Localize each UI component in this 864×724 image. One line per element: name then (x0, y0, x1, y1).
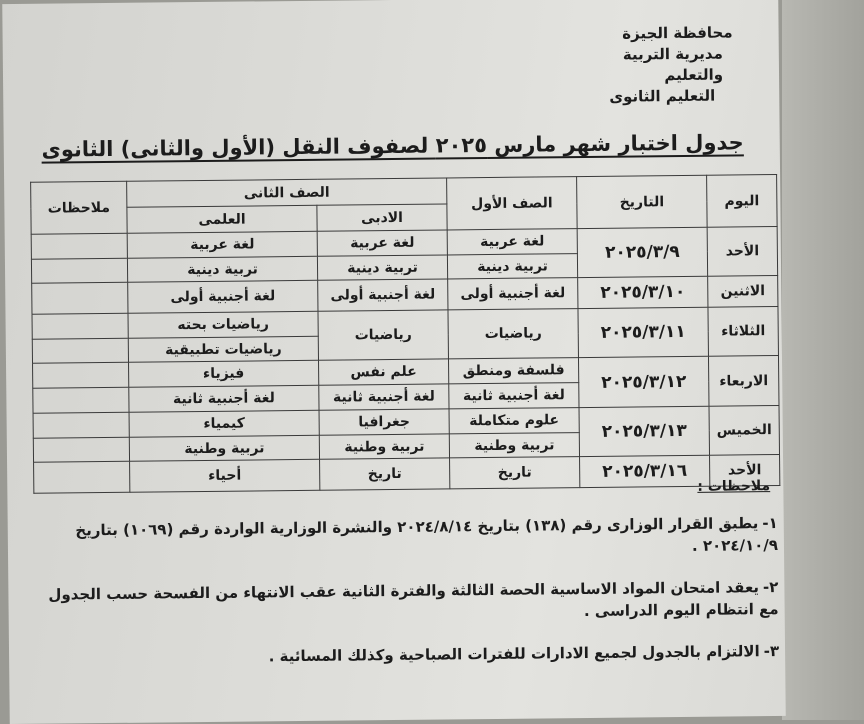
scientific-cell: تربية دينية (127, 256, 317, 283)
literary-cell: لغة أجنبية أولى (318, 279, 448, 311)
first-grade-cell: لغة عربية (447, 229, 577, 255)
date-cell: ٢٠٢٥/٣/٩ (577, 227, 708, 278)
date-cell: ٢٠٢٥/٣/١٠ (578, 277, 708, 309)
scientific-cell: تربية وطنية (129, 435, 319, 462)
header-literary: الادبى (317, 204, 447, 231)
table-header-row (31, 174, 777, 208)
note-item (39, 640, 779, 670)
first-grade-cell: تربية دينية (447, 253, 577, 279)
first-grade-cell: علوم متكاملة (449, 408, 579, 434)
document-title: جدول اختبار شهر مارس ٢٠٢٥ لصفوف النقل (الأول والثانى) الثانوى (41, 130, 744, 162)
notes-cell (33, 437, 129, 463)
header-department: التعليم الثانوى (609, 86, 716, 106)
notes-cell (33, 387, 129, 413)
first-grade-cell: تربية وطنية (449, 432, 579, 458)
notes-heading: ملاحظات : (697, 478, 771, 495)
literary-cell: تاريخ (320, 458, 450, 490)
scientific-cell: لغة أجنبية أولى (128, 281, 318, 314)
note-text: يعقد امتحان المواد الاساسية الحصة الثالثة والفترة الثانية عقب الانتهاء من الفسحة حسب الجدول مع انتظام اليوم الدراسى . (48, 578, 779, 621)
scientific-cell: لغة عربية (127, 231, 317, 258)
header-second-grade: الصف الثانى (127, 178, 447, 207)
notes-cell (32, 338, 128, 364)
date-cell: ٢٠٢٥/٣/١١ (578, 307, 709, 358)
note-text: يطبق القرار الوزارى رقم (١٣٨) بتاريخ ٢٠٢٤/٨/١٤ والنشرة الوزارية الواردة رقم (١٠٦٩) بتاريخ ٢٠٢٤/١٠/٩ . (75, 514, 779, 555)
literary-cell: تربية دينية (317, 255, 447, 281)
background-edge (782, 0, 864, 720)
notes-cell (31, 258, 127, 284)
day-cell: الاربعاء (708, 356, 779, 406)
scientific-cell: رياضيات بحته (128, 311, 318, 338)
first-grade-cell: لغة أجنبية أولى (448, 278, 578, 310)
day-cell: الاثنين (708, 276, 778, 307)
day-cell: الخميس (709, 405, 780, 455)
scientific-cell: رياضيات تطبيقية (128, 336, 318, 363)
note-item (38, 512, 778, 564)
notes-cell (31, 233, 127, 259)
header-scientific: العلمى (127, 205, 317, 233)
scientific-cell: أحياء (130, 460, 320, 493)
notes-cell (33, 363, 129, 389)
day-cell: الثلاثاء (708, 306, 779, 356)
date-cell: ٢٠٢٥/٣/١٣ (579, 406, 710, 457)
header-directorate: مديرية التربية والتعليم (622, 44, 724, 85)
literary-cell: تربية وطنية (319, 434, 449, 460)
scientific-cell: فيزياء (129, 361, 319, 388)
literary-cell: رياضيات (318, 310, 449, 361)
header-first-grade: الصف الأول (447, 177, 578, 230)
literary-cell: لغة عربية (317, 230, 447, 256)
exam-schedule-table (30, 174, 780, 494)
notes-cell (32, 313, 128, 339)
first-grade-cell: تاريخ (450, 457, 580, 489)
notes-cell (34, 462, 130, 494)
day-cell: الأحد (710, 455, 780, 486)
notes-cell (33, 412, 129, 438)
note-number: ٣- (763, 641, 780, 661)
header-notes: ملاحظات (31, 181, 128, 234)
date-cell: ٢٠٢٥/٣/١٢ (579, 357, 710, 408)
table-row (34, 455, 780, 493)
note-text: الالتزام بالجدول لجميع الادارات للفترات الصباحية وكذلك المسائية . (268, 642, 760, 666)
day-cell: الأحد (707, 226, 778, 276)
header-governorate: محافظة الجيزة (622, 23, 733, 43)
header-date: التاريخ (577, 175, 708, 228)
header-day: اليوم (707, 174, 778, 227)
scientific-cell: لغة أجنبية ثانية (129, 386, 319, 413)
notes-list (38, 512, 780, 690)
document-header (562, 22, 733, 108)
literary-cell: لغة أجنبية ثانية (319, 384, 449, 410)
note-number: ٢- (762, 577, 779, 597)
note-item (38, 576, 778, 628)
date-cell: ٢٠٢٥/٣/١٦ (580, 456, 710, 488)
scientific-cell: كيمياء (129, 410, 319, 437)
literary-cell: جغرافيا (319, 409, 449, 435)
notes-cell (32, 283, 128, 315)
document-page (2, 0, 785, 724)
first-grade-cell: رياضيات (448, 309, 579, 360)
first-grade-cell: لغة أجنبية ثانية (449, 383, 579, 409)
literary-cell: علم نفس (319, 359, 449, 385)
first-grade-cell: فلسفة ومنطق (449, 358, 579, 384)
note-number: ١- (762, 513, 778, 533)
